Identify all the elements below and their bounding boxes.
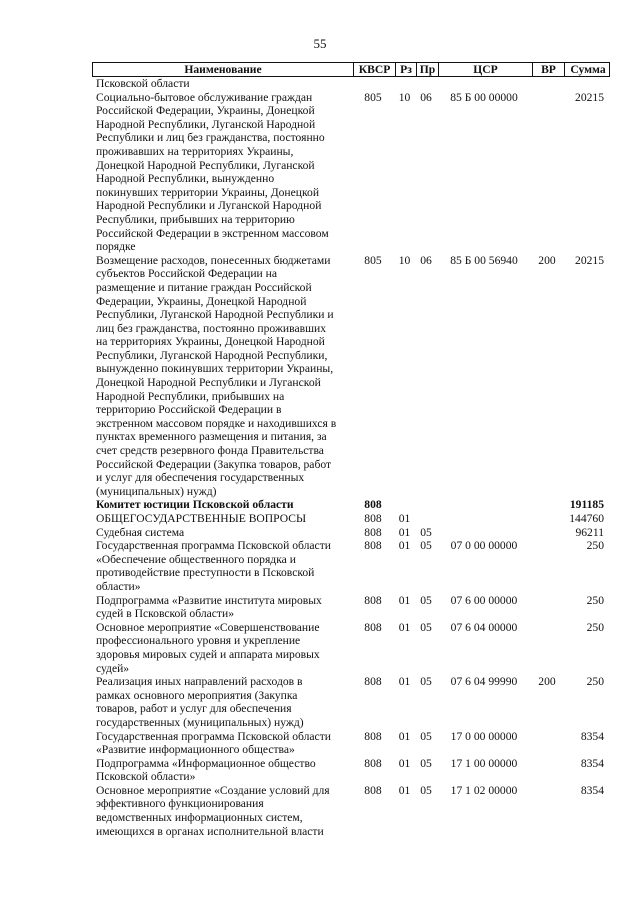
table-row [92,254,610,499]
cell-rz: 10 [398,90,411,104]
cell-csr: 17 1 02 00000 [450,783,518,797]
cell-sum: 20215 [575,253,604,267]
row-name-line: Народной Республики и Луганской Народной [96,199,322,213]
row-name [92,512,352,526]
row-name-line: Основное мероприятие «Создание условий для [96,783,330,797]
cell-vr [531,526,563,540]
row-name-line: Реализация иных направлений расходов в [96,675,303,689]
cell-sum: 96211 [575,525,604,539]
row-name-line: здоровья мировых судей и аппарата мировых [96,647,320,661]
cell-sum: 250 [586,593,604,607]
row-name-line: экстренном массовом порядке и находившихся в [96,416,337,430]
cell-kvsr: 808 [364,539,382,553]
cell-kvsr: 808 [364,729,382,743]
row-name [92,91,352,254]
cell-pr [415,77,437,91]
cell-vr [531,498,563,512]
cell-csr: 07 0 00 00000 [450,539,518,553]
table-row [92,594,610,621]
cell-vr [531,77,563,91]
cell-rz: 01 [398,539,411,553]
cell-kvsr: 805 [364,90,382,104]
cell-kvsr: 808 [364,593,382,607]
row-name-line: Возмещение расходов, понесенных бюджетами [96,253,331,267]
row-name-line: Российской Федерации в экстренном массовом [96,226,329,240]
cell-csr: 17 0 00 00000 [450,729,518,743]
cell-vr: 200 [538,253,556,267]
cell-vr [531,784,563,838]
row-name [92,784,352,838]
table-row [92,539,610,593]
cell-csr [437,498,531,512]
row-name-line: рамках основного мероприятия (Закупка [96,688,298,702]
row-name-line: Псковской области» [96,770,196,784]
cell-vr [531,730,563,757]
cell-sum: 8354 [580,756,604,770]
cell-sum: 8354 [580,783,604,797]
cell-pr [415,512,437,526]
row-name-line: счет средств резервного фонда Правительства [96,444,324,458]
cell-csr: 17 1 00 00000 [450,756,518,770]
row-name-line: Народной Республики, вынужденно [96,172,275,186]
row-name-line: Псковской области [96,77,190,90]
table-row [92,675,610,729]
header-pr: Пр [416,63,438,76]
cell-sum [563,77,610,91]
table-row [92,512,610,526]
cell-pr: 05 [420,675,432,689]
header-kvsr: КВСР [353,63,395,76]
cell-kvsr: 808 [364,620,382,634]
cell-sum: 8354 [580,729,604,743]
cell-kvsr: 808 [364,525,382,539]
cell-rz: 01 [398,525,411,539]
row-name-line: Российской Федерации, Украины, Донецкой [96,104,315,118]
row-name-line: профессионального уровня и укрепление [96,634,301,648]
row-name [92,594,352,621]
cell-vr: 200 [538,675,556,689]
row-name-line: Подпрограмма «Информационное общество [96,756,316,770]
row-name-line: «Развитие информационного общества» [96,743,295,757]
row-name-line: противодействие преступности в Псковской [96,566,315,580]
cell-kvsr: 805 [364,253,382,267]
table-row [92,498,610,512]
header-rz: Рз [395,63,416,76]
row-name-line: Государственная программа Псковской области [96,729,331,743]
row-name-line: области» [96,579,141,593]
row-name-line: Республики, Луганской Народной Республики и [96,308,334,322]
cell-sum: 250 [586,675,604,689]
cell-pr: 06 [420,90,432,104]
cell-sum: 144760 [569,512,604,525]
row-name-line: ведомственных информационных систем, [96,811,303,825]
header-sum: Сумма [564,63,611,76]
cell-pr: 05 [420,525,432,539]
cell-pr [415,498,437,512]
row-name-line: Социально-бытовое обслуживание граждан [96,90,313,104]
row-name-line: и услуг для обеспечения государственных [96,471,305,485]
table-header [92,62,610,77]
cell-csr: 07 6 00 00000 [450,593,518,607]
row-name [92,77,352,91]
budget-table [92,62,610,838]
header-csr: ЦСР [438,63,532,76]
row-name-line: Федерации, Украины, Донецкой Народной [96,294,307,308]
cell-rz: 10 [398,253,411,267]
row-name-line: пунктах временного размещения и питания, за [96,430,327,444]
cell-csr [437,512,531,526]
cell-vr [531,757,563,784]
cell-vr [531,539,563,593]
row-name-line: эффективного функционирования [96,797,264,811]
cell-rz: 01 [398,620,411,634]
cell-csr [437,526,531,540]
row-name-line: покинувших территории Украины, Донецкой [96,185,320,199]
cell-kvsr: 808 [364,512,382,525]
row-name-line: (муниципальных) нужд) [96,484,217,498]
row-name-line: судей» [96,661,130,675]
page-number: 55 [313,36,327,51]
header-vr: ВР [532,63,564,76]
cell-pr: 05 [420,620,432,634]
row-name-line: вынужденно покинувших территории Украины, [96,362,334,376]
cell-pr: 05 [420,729,432,743]
row-name-line: размещение и питание граждан Российской [96,280,312,294]
cell-rz: 01 [398,756,411,770]
row-name-line: Донецкой Народной Республики и Луганской [96,376,321,390]
cell-kvsr: 808 [364,675,382,689]
row-name-line: Республики, Луганской Народной Республики, [96,348,328,362]
row-name-line: Российской Федерации (Закупка товаров, работ [96,457,332,471]
cell-kvsr: 808 [364,498,382,512]
row-name [92,675,352,729]
row-name [92,730,352,757]
cell-kvsr [352,77,394,91]
row-name-line: Народной Республики, прибывших на [96,389,285,403]
table-row [92,757,610,784]
row-name-line: Комитет юстиции Псковской области [96,498,294,512]
row-name-line: Республики, прибывших на территорию [96,212,295,226]
row-name [92,757,352,784]
cell-rz: 01 [398,783,411,797]
cell-kvsr: 808 [364,756,382,770]
row-name-line: субъектов Российской Федерации на [96,267,277,281]
row-name [92,498,352,512]
cell-pr: 05 [420,756,432,770]
cell-vr [531,594,563,621]
row-name-line: «Обеспечение общественного порядка и [96,552,296,566]
row-name-line: судей в Псковской области» [96,607,234,621]
row-name-line: Государственная программа Псковской области [96,539,331,553]
row-name [92,254,352,499]
cell-pr: 06 [420,253,432,267]
cell-csr [437,77,531,91]
row-name-line: лиц без гражданства, постоянно проживавших [96,321,326,335]
cell-vr [531,512,563,526]
cell-vr [531,621,563,675]
cell-rz: 01 [398,593,411,607]
cell-kvsr: 808 [364,783,382,797]
cell-pr: 05 [420,539,432,553]
cell-sum: 250 [586,539,604,553]
row-name [92,526,352,540]
row-name-line: Судебная система [96,525,185,539]
table-row [92,784,610,838]
header-name: Наименование [184,63,262,76]
cell-pr: 05 [420,783,432,797]
row-name-line: ОБЩЕГОСУДАРСТВЕННЫЕ ВОПРОСЫ [96,512,307,525]
cell-rz: 01 [398,729,411,743]
cell-sum: 191185 [569,498,604,512]
cell-csr: 07 6 04 99990 [450,675,518,689]
row-name-line: проживавших на территориях Украины, [96,144,294,158]
cell-csr: 07 6 04 00000 [450,620,518,634]
row-name-line: государственных (муниципальных) нужд) [96,715,304,729]
row-name [92,621,352,675]
cell-csr: 85 Б 00 00000 [450,90,518,104]
row-name-line: Донецкой Народной Республики, Луганской [96,158,315,172]
cell-sum: 250 [586,620,604,634]
cell-rz: 01 [398,675,411,689]
row-name-line: Республики и лиц без гражданства, постоянно [96,131,325,145]
row-name-line: порядке [96,240,136,254]
cell-sum: 20215 [575,90,604,104]
row-name-line: Народной Республики, Луганской Народной [96,117,316,131]
row-name-line: Основное мероприятие «Совершенствование [96,620,320,634]
cell-rz: 01 [398,512,411,525]
row-name-line: товаров, работ и услуг для обеспечения [96,702,292,716]
table-row [92,621,610,675]
table-row [92,730,610,757]
row-name-line: Подпрограмма «Развитие института мировых [96,593,322,607]
table-body [92,77,610,838]
table-row [92,77,610,91]
table-row [92,91,610,254]
row-name-line: территорию Российской Федерации в [96,403,282,417]
row-name-line: на территориях Украины, Донецкой Народной [96,335,325,349]
cell-rz [394,498,415,512]
cell-rz [394,77,415,91]
row-name [92,539,352,593]
cell-pr: 05 [420,593,432,607]
row-name-line: имеющихся в органах исполнительной власти [96,824,324,838]
table-row [92,526,610,540]
cell-vr [531,91,563,254]
cell-csr: 85 Б 00 56940 [450,253,518,267]
